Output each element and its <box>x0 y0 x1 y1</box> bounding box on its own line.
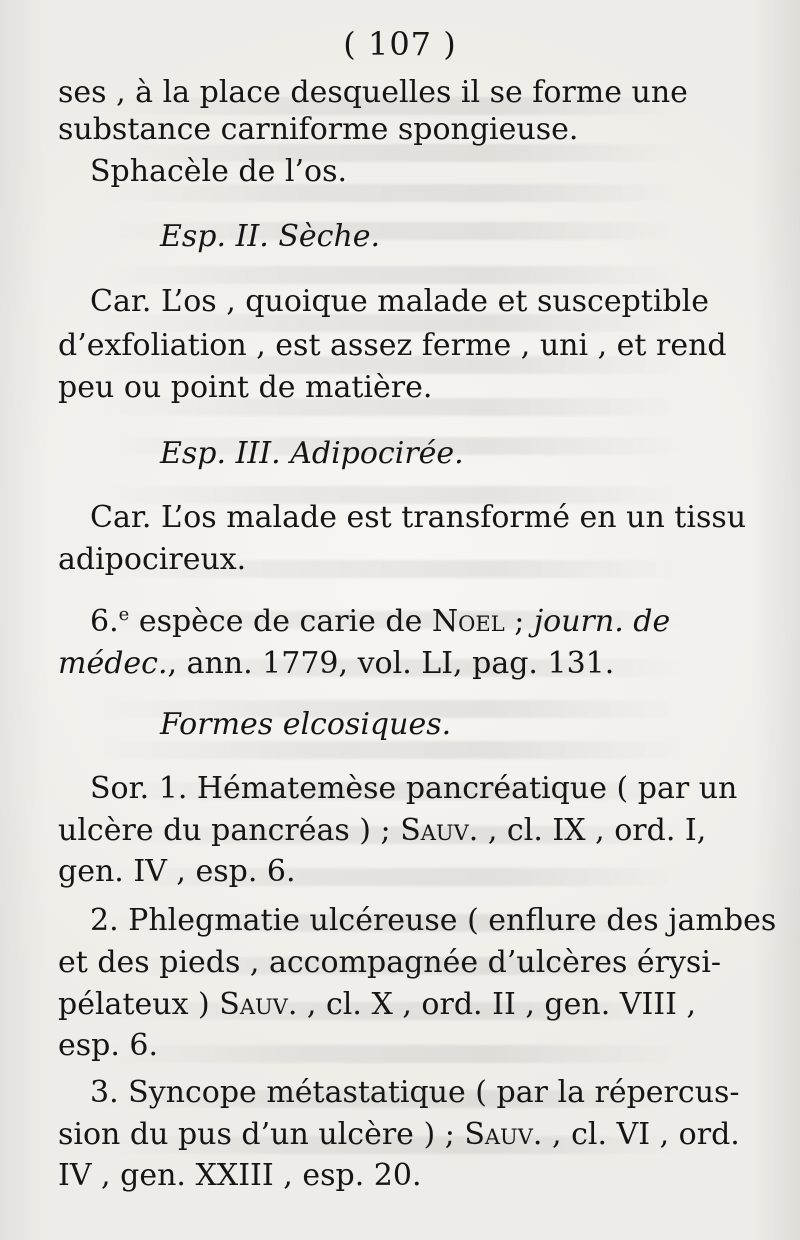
body-line-2: substance carniforme spongieuse. <box>58 112 579 147</box>
body-line-5: d’exfoliation , est assez ferme , uni , et rend <box>58 328 727 363</box>
body-line-6: peu ou point de matière. <box>58 370 433 405</box>
author-name: Noel <box>431 604 505 639</box>
body-line-11: Sor. 1. Hématemèse pancréatique ( par un <box>90 771 738 806</box>
page-number: ( 107 ) <box>343 25 457 63</box>
body-line-16-start: pélateux ) <box>58 987 220 1022</box>
body-line-15: et des pieds , accompagnée d’ulcères érysi- <box>58 945 722 980</box>
superscript-e: e <box>118 604 130 625</box>
body-line-20: IV , gen. XXIII , esp. 20. <box>58 1158 422 1193</box>
journal-title-end: médec. <box>58 646 168 681</box>
body-line-8: adipocireux. <box>58 542 247 577</box>
body-line-12-end: , cl. IX , ord. I, <box>478 813 707 848</box>
body-line-19-start: sion du pus d’un ulcère ) ; <box>58 1117 465 1152</box>
body-line-12-start: ulcère du pancréas ) ; <box>58 813 401 848</box>
body-line-14: 2. Phlegmatie ulcéreuse ( enflure des jambes <box>90 903 777 938</box>
body-line-9 <box>90 603 746 641</box>
body-line-1: ses , à la place desquelles il se forme une <box>58 75 688 110</box>
body-line-3: Sphacèle de l’os. <box>90 154 348 189</box>
body-line-13: gen. IV , esp. 6. <box>58 854 296 889</box>
body-line-12 <box>58 812 746 850</box>
species-heading-2: Esp. II. Sèche. <box>160 219 381 254</box>
reference-separator: ; <box>504 604 534 639</box>
reference-text-1: espèce de carie de <box>129 604 432 639</box>
body-line-19 <box>58 1116 746 1154</box>
body-line-19-end: , cl. VI , ord. <box>542 1117 740 1152</box>
sauv-ref-2: Sauv. <box>219 987 298 1022</box>
numbered-prefix: 6. <box>90 604 119 639</box>
reference-details: , ann. 1779, vol. LI, pag. 131. <box>167 646 615 681</box>
sauv-ref-3: Sauv. <box>464 1117 543 1152</box>
species-heading-3: Esp. III. Adipocirée. <box>160 436 464 471</box>
journal-title-start: journ. de <box>533 604 671 639</box>
body-line-17: esp. 6. <box>58 1028 159 1063</box>
body-line-18: 3. Syncope métastatique ( par la répercus- <box>90 1075 740 1110</box>
body-line-4: Car. L’os , quoique malade et susceptible <box>90 284 710 319</box>
sauv-ref-1: Sauv. <box>400 813 479 848</box>
body-line-16 <box>58 986 746 1024</box>
body-line-10 <box>58 645 746 683</box>
body-line-16-end: , cl. X , ord. II , gen. VIII , <box>297 987 697 1022</box>
body-line-7: Car. L’os malade est transformé en un tissu <box>90 500 747 535</box>
section-heading-forms: Formes elcosiques. <box>160 707 452 742</box>
